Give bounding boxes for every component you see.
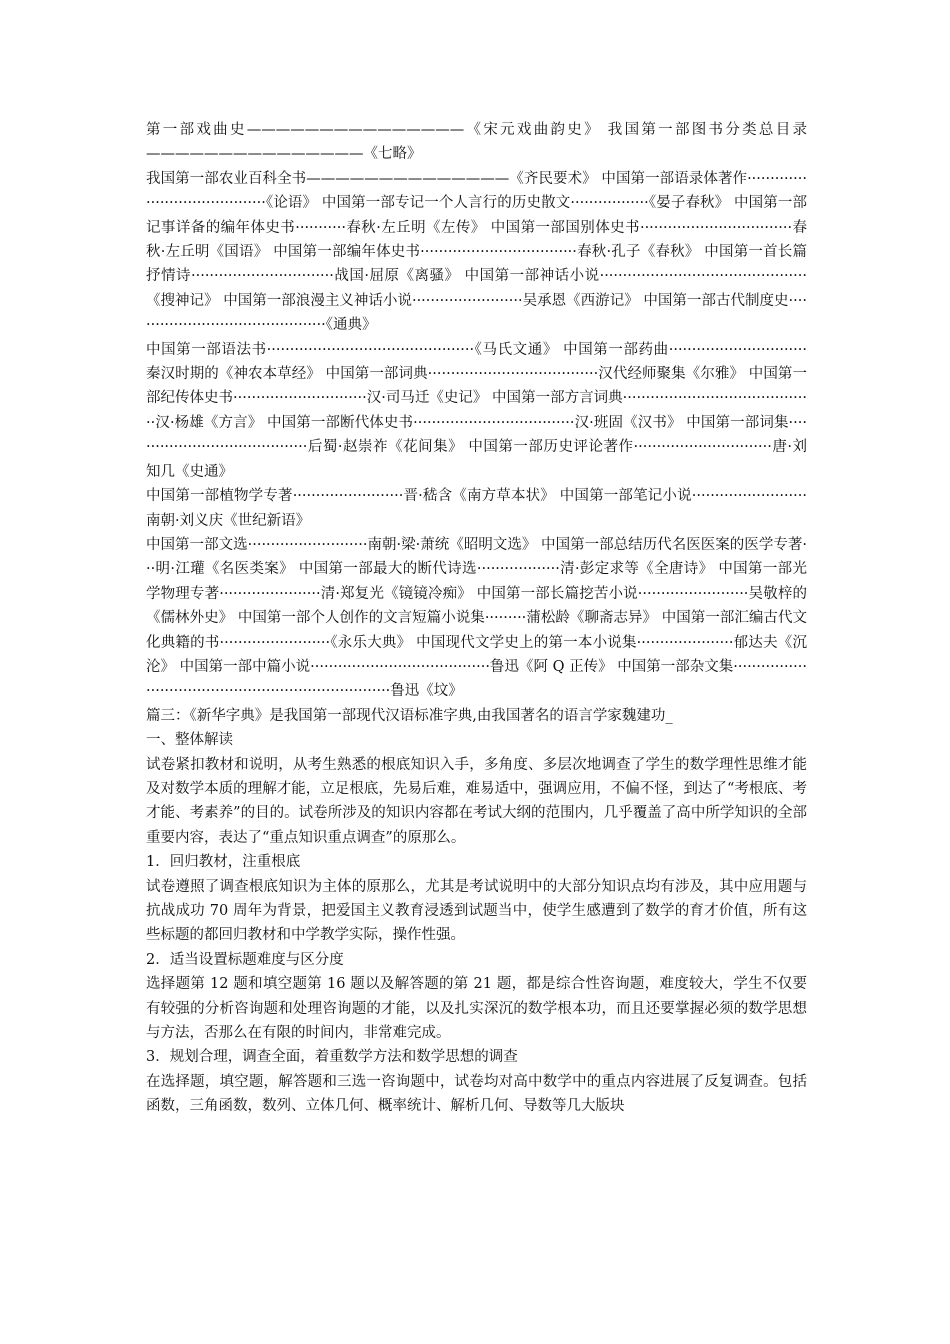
paragraph-point-1: 试卷遵照了调查根底知识为主体的原那么，尤其是考试说明中的大部分知识点均有涉及，其中应用题与抗战成功 70 周年为背景，把爱国主义教育浸透到试题当中，使学生感遭到了数学的育才价值，所有这些标题的都回归教材和中学教学实际，操作性强。 [146,878,807,944]
heading-overall-interpretation: 一、整体解读 [146,732,233,749]
document-body [146,118,807,1119]
paragraph-point-2: 选择题第 12 题和填空题第 16 题以及解答题的第 21 题，都是综合性咨询题，难度较大，学生不仅要有较强的分析咨询题和处理咨询题的才能，以及扎实深沉的数学根本功，而且还要掌握必须的数学思想与方法，否那么在有限的时间内，非常难完成。 [146,976,807,1042]
paragraph-1: 第一部戏曲史———————————————《宋元戏曲韵史》 我国第一部图书分类总目录———————————————《七略》 [146,122,807,163]
paragraph-2: 我国第一部农业百科全书——————————————《齐民要术》 中国第一部语录体著作·······································《论语》 中国第一部专记一个人言行的历史散文·················《晏子春秋》 中国第一部记事详备的编年体史书···········春秋·左丘明《左传》 中国第一部国别体史书·································春秋·左丘明《国语》 中国第一部编年体史书··································春秋·孔子《春秋》 中国第一首长篇抒情诗·······························战国·屈原《离骚》 中国第一部神话小说·············································《搜神记》 中国第一部浪漫主义神话小说························吴承恩《西游记》 中国第一部古代制度史···········································《通典》 [146,170,807,334]
heading-point-3: 3．规划合理，调查全面，着重数学方法和数学思想的调查 [146,1049,518,1066]
section-heading-part-three: 篇三：《新华字典》是我国第一部现代汉语标准字典,由我国著名的语言学家魏建功_ [146,707,673,724]
paragraph-overall: 试卷紧扣教材和说明，从考生熟悉的根底知识入手，多角度、多层次地调查了学生的数学理性思维才能及对数学本质的理解才能，立足根底，先易后难，难易适中，强调应用，不偏不怪，到达了“考根底、考才能、考素养”的目的。试卷所涉及的知识内容都在考试大纲的范围内，几乎覆盖了高中所学知识的全部重要内容，表达了“重点知识重点调查”的原那么。 [146,756,807,846]
paragraph-4: 中国第一部植物学专著························晋·嵇含《南方草本状》 中国第一部笔记小说·························南朝·刘义庆《世纪新语》 [146,488,807,529]
paragraph-3: 中国第一部语法书·············································《马氏文通》 中国第一部药曲······························秦汉时期的《神农本草经》 中国第一部词典·····································汉代经师聚集《尔雅》 中国第一部纪传体史书·····························汉·司马迁《史记》 中国第一部方言词典··········································汉·杨雄《方言》 中国第一部断代体史书···································汉·班固《汉书》 中国第一部词集·······································后蜀·赵崇祚《花间集》 中国第一部历史评论著作······························唐·刘知几《史通》 [146,341,807,480]
paragraph-point-3: 在选择题，填空题，解答题和三选一咨询题中，试卷均对高中数学中的重点内容进展了反复调查。包括函数，三角函数，数列、立体几何、概率统计、解析几何、导数等几大版块 [146,1073,807,1115]
paragraph-5: 中国第一部文选··························南朝·梁·萧统《昭明文选》 中国第一部总结历代名医医案的医学专著···明·江瓘《名医类案》 中国第一部最大的断代诗选··················清·彭定求等《全唐诗》 中国第一部光学物理专著······················清·郑复光《镜镜冷痴》 中国第一部长篇挖苦小说························吴敬梓的《儒林外史》 中国第一部个人创作的文言短篇小说集·········蒲松龄《聊斋志异》 中国第一部汇编古代文化典籍的书························《永乐大典》 中国现代文学史上的第一本小说集·····················郁达夫《沉沦》 中国第一部中篇小说·······································鲁迅《阿 Q 正传》 中国第一部杂文集·····································································鲁迅《坟》 [146,536,807,700]
heading-point-1: 1．回归教材，注重根底 [146,854,301,871]
heading-point-2: 2．适当设置标题难度与区分度 [146,951,344,968]
